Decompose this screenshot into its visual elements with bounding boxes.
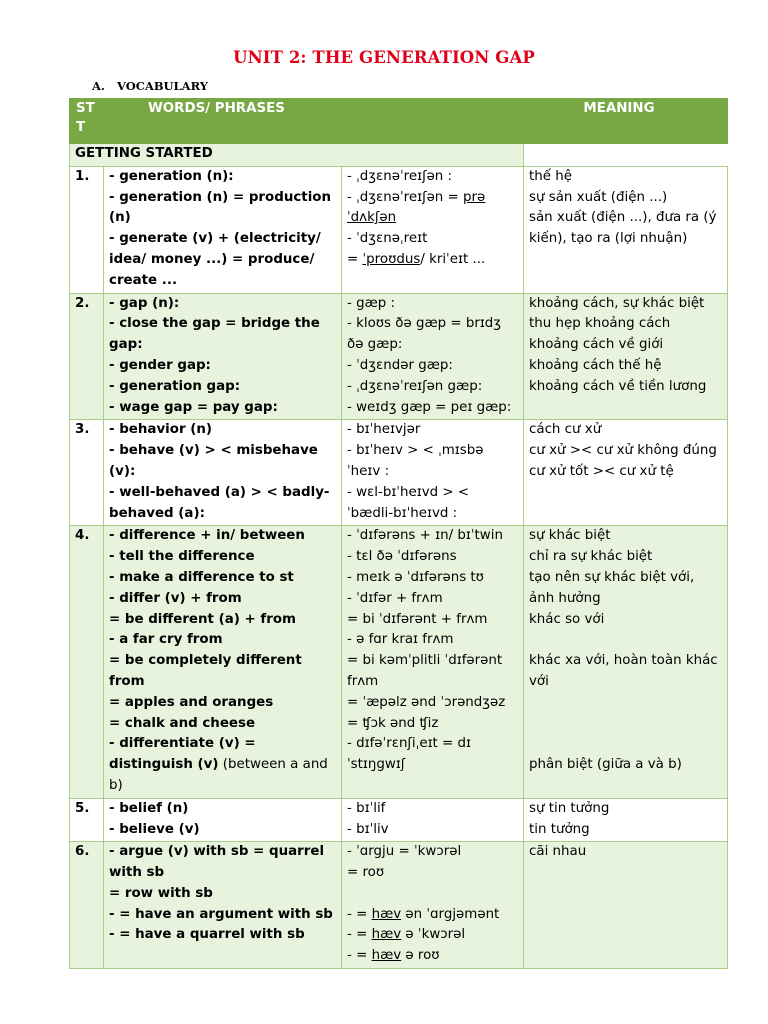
word-bold: - differentiate (v) = distinguish (v): [109, 736, 256, 773]
pron-text: ən ˈɑrgjəmənt: [401, 906, 500, 922]
word-line: - tell the difference: [109, 549, 255, 565]
word-line: - wage gap = pay gap:: [109, 399, 278, 415]
word-line: - close the gap = bridge the gap:: [109, 316, 320, 353]
pron-line: - ˈdʒɛndər gæp:: [347, 357, 453, 373]
pron-line: - gæp :: [347, 295, 396, 311]
pron-line: - bɪˈliv: [347, 821, 389, 837]
table-row: [70, 166, 728, 293]
pronunciation-cell: [342, 526, 524, 798]
pron-line: - ˈdʒɛnəˌreɪt: [347, 231, 428, 247]
pron-text: ə roʊ: [401, 948, 440, 964]
meaning-line: tạo nên sự khác biệt với, ảnh hưởng: [529, 569, 695, 606]
table-row: [70, 293, 728, 420]
meaning-cell: [524, 798, 728, 842]
pron-line: - bɪˈlif: [347, 800, 386, 816]
row-number: 6.: [70, 842, 104, 969]
word-line: - generation gap:: [109, 378, 241, 394]
header-st: ST T: [70, 99, 104, 144]
header-meaning: MEANING: [524, 99, 728, 144]
row-number: 2.: [70, 293, 104, 420]
word-line: - belief (n): [109, 800, 189, 816]
word-line: = be different (a) + from: [109, 611, 296, 627]
pron-line: - ˈdɪfərəns + ɪn/ bɪˈtwin: [347, 528, 503, 544]
vocabulary-table: [69, 98, 728, 969]
pron-line: - tɛl ðə ˈdɪfərəns: [347, 549, 457, 565]
word-line: = apples and oranges: [109, 694, 274, 710]
pron-line: - ˈdɪfər + frʌm: [347, 590, 443, 606]
section-label: A.: [92, 79, 105, 93]
pron-line: - weɪdʒ gæp = peɪ gæp:: [347, 399, 512, 415]
meaning-cell: [524, 166, 728, 293]
pron-line: [347, 188, 519, 230]
page-title: UNIT 2: THE GENERATION GAP: [233, 48, 535, 67]
pronunciation-cell: [342, 166, 524, 293]
word-line: - generation (n):: [109, 168, 234, 184]
word-line: - differ (v) + from: [109, 590, 242, 606]
word-line: - behavior (n): [109, 422, 213, 438]
meaning-line: khoảng cách, sự khác biệt: [529, 295, 705, 311]
header-words: WORDS/ PHRASES: [104, 99, 342, 144]
table-row: [70, 842, 728, 969]
pron-text: - =: [347, 948, 372, 964]
word-line: - a far cry from: [109, 632, 223, 648]
pron-line: - kloʊs ðə gæp = brɪdʒ ðə gæp:: [347, 316, 502, 353]
word-line: - behave (v) > < misbehave (v):: [109, 443, 318, 479]
word-line: = chalk and cheese: [109, 715, 256, 731]
pron-line: = roʊ: [347, 865, 385, 881]
word-line: - gender gap:: [109, 357, 211, 373]
pron-underlined: ˈproʊdus: [362, 251, 421, 267]
pron-line: = bi kəmˈplitli ˈdɪfərənt frʌm: [347, 653, 503, 689]
meaning-cell: [524, 526, 728, 798]
pron-text: ə ˈkwɔrəl: [401, 927, 466, 943]
words-cell: [104, 526, 342, 798]
section-row: [70, 144, 728, 167]
words-cell: [104, 842, 342, 969]
meaning-line: khoảng cách về tiền lương: [529, 378, 707, 394]
words-cell: [104, 798, 342, 842]
pron-line: - ˈɑrgju = ˈkwɔrəl: [347, 844, 462, 860]
word-line: - = have an argument with sb: [109, 906, 333, 922]
word-line: - gap (n):: [109, 295, 180, 311]
pron-text: - =: [347, 927, 372, 943]
row-number: 5.: [70, 798, 104, 842]
words-cell: [104, 420, 342, 526]
pron-line: - ˌdʒɛnəˈreɪʃən :: [347, 168, 453, 184]
pron-line: - wɛl-bɪˈheɪvd > < ˈbædli-bɪˈheɪvd :: [347, 484, 470, 521]
table-row: [70, 420, 728, 526]
getting-started-label: GETTING STARTED: [70, 144, 524, 167]
meaning-line: khác xa với, hoàn toàn khác với: [529, 653, 718, 689]
pron-spacer: [347, 884, 519, 905]
pron-line: - dɪfəˈrɛnʃiˌeɪt = dɪ ˈstɪŋgwɪʃ: [347, 736, 472, 773]
meaning-line: khoảng cách về giới: [529, 337, 664, 353]
meaning-line: thu hẹp khoảng cách: [529, 316, 671, 332]
word-line: - argue (v) with sb = quarrel with sb: [109, 844, 325, 881]
pron-text: - ˌdʒɛnəˈreɪʃən =: [347, 189, 464, 205]
pronunciation-cell: [342, 420, 524, 526]
row-number: 3.: [70, 420, 104, 526]
meaning-line: cư xử >< cư xử không đúng: [529, 443, 717, 459]
row-number: 1.: [70, 166, 104, 293]
meaning-spacer: [529, 630, 723, 651]
pron-line: = bi ˈdɪfərənt + frʌm: [347, 611, 488, 627]
pron-text: =: [347, 251, 363, 267]
word-line: [109, 734, 337, 796]
meaning-line: khác so với: [529, 611, 605, 627]
words-cell: [104, 293, 342, 420]
pron-line: [347, 946, 519, 967]
word-line: - generate (v) + (electricity/ idea/ money ...) = produce/ create ...: [109, 231, 321, 288]
word-line: - = have a quarrel with sb: [109, 927, 305, 943]
pron-text: - =: [347, 906, 372, 922]
word-line: - generation (n) = production (n): [109, 189, 332, 226]
meaning-line: khoảng cách thế hệ: [529, 357, 662, 373]
meaning-cell: [524, 420, 728, 526]
word-line: = be completely different from: [109, 653, 302, 689]
pronunciation-cell: [342, 842, 524, 969]
meaning-line: sự tin tưởng: [529, 800, 610, 816]
meaning-line: cư xử tốt >< cư xử tệ: [529, 463, 674, 479]
meaning-line: cách cư xử: [529, 422, 602, 438]
meaning-line: tin tưởng: [529, 821, 590, 837]
pron-underlined: hæv: [371, 927, 402, 943]
pron-line: [347, 925, 519, 946]
meaning-line: phân biệt (giữa a và b): [529, 757, 682, 773]
pronunciation-cell: [342, 293, 524, 420]
pron-line: = ˈæpəlz ənd ˈɔrəndʒəz: [347, 694, 506, 710]
words-cell: [104, 166, 342, 293]
pron-line: - ˌdʒɛnəˈreɪʃən gæp:: [347, 378, 483, 394]
row-number: 4.: [70, 526, 104, 798]
word-line: = row with sb: [109, 885, 213, 901]
meaning-line: sự sản xuất (điện ...): [529, 189, 668, 205]
meaning-line: sự khác biệt: [529, 528, 611, 544]
section-heading: [92, 79, 208, 93]
pron-text: / kriˈeɪt ...: [420, 251, 486, 267]
word-line: - believe (v): [109, 821, 200, 837]
pron-line: - bɪˈheɪvjər: [347, 422, 421, 438]
pron-line: - meɪk ə ˈdɪfərəns tʊ: [347, 569, 484, 585]
pron-underlined: hæv: [371, 906, 402, 922]
table-row: [70, 798, 728, 842]
pron-line: [347, 250, 519, 271]
pron-line: = ʧɔk ənd ʧiz: [347, 715, 439, 731]
pron-line: - bɪˈheɪv > < ˌmɪsbə ˈheɪv :: [347, 443, 484, 479]
meaning-line: thế hệ: [529, 168, 572, 184]
table-header-row: [70, 99, 728, 144]
pron-underlined: prə ˈdʌkʃən: [347, 189, 486, 226]
meaning-spacer: [529, 693, 723, 755]
meaning-cell: [524, 842, 728, 969]
word-line: - make a difference to st: [109, 569, 294, 585]
word-note: (between a and b): [109, 757, 328, 793]
meaning-line: sản xuất (điện ...), đưa ra (ý kiến), tạo ra (lợi nhuận): [529, 210, 717, 247]
meaning-line: cãi nhau: [529, 844, 587, 860]
pronunciation-cell: [342, 798, 524, 842]
pron-line: - ə fɑr kraɪ frʌm: [347, 632, 454, 648]
pron-underlined: hæv: [371, 948, 402, 964]
meaning-cell: [524, 293, 728, 420]
empty-cell: [524, 144, 728, 167]
word-line: - well-behaved (a) > < badly-behaved (a):: [109, 484, 330, 521]
meaning-line: chỉ ra sự khác biệt: [529, 549, 653, 565]
word-line: - difference + in/ between: [109, 528, 305, 544]
pron-line: [347, 905, 519, 926]
table-row: [70, 526, 728, 798]
header-blank: [342, 99, 524, 144]
section-name: VOCABULARY: [117, 79, 208, 93]
